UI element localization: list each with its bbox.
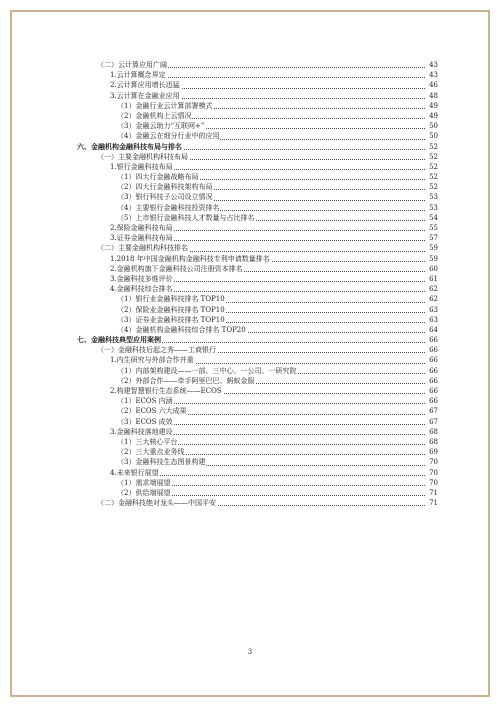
toc-entry-page: 66 bbox=[426, 345, 438, 355]
toc-entry-title: （2）ECOS 六大成果 bbox=[117, 407, 187, 416]
toc-entry-page: 50 bbox=[426, 121, 438, 131]
toc-entry-page: 57 bbox=[426, 233, 438, 243]
toc-entry-title: 2.构建智慧银行生态系统——ECOS bbox=[110, 387, 222, 395]
toc-entry-page: 68 bbox=[426, 437, 438, 447]
toc-entry-title: （1）四大行金融战略布局 bbox=[117, 173, 199, 182]
toc-entry-page: 70 bbox=[426, 468, 438, 478]
toc-entry-page: 59 bbox=[426, 254, 438, 264]
toc-entry-page: 66 bbox=[426, 386, 438, 396]
toc-entry-page: 46 bbox=[426, 80, 438, 90]
toc-entry-page: 52 bbox=[426, 162, 438, 172]
toc-entry-page: 71 bbox=[426, 498, 438, 508]
toc-entry-title: （4）金融云在细分行业中的应用 bbox=[117, 132, 220, 141]
toc-entry-page: 61 bbox=[426, 274, 438, 284]
toc-entry-page: 66 bbox=[426, 376, 438, 386]
toc-entry-title: （2）外部合作——牵手阿里巴巴、蚂蚁金服 bbox=[117, 376, 255, 385]
toc-entry-page: 66 bbox=[426, 396, 438, 406]
toc-entry-title: 2.云计算应用增长迅猛 bbox=[110, 81, 180, 90]
toc-entry-title: （2）三大重点业务线 bbox=[117, 448, 185, 457]
toc-entry-title: 2.保险金融科技布局 bbox=[110, 224, 173, 232]
toc-entry-page: 70 bbox=[426, 457, 438, 467]
toc-entry-page: 52 bbox=[426, 142, 438, 152]
toc-entry-title: （3）金融云助力“互联网+” bbox=[117, 122, 205, 131]
toc-entry-title: （2）四大行金融科技架构布局 bbox=[117, 183, 213, 192]
toc-entry-page: 62 bbox=[426, 284, 438, 294]
toc-entry-title: （3）银行科技子公司设立情况 bbox=[117, 193, 213, 202]
toc-entry-title: （1）内部架构建设——一部、三中心、一公司、一研究院 bbox=[117, 366, 297, 375]
toc-entry-page: 43 bbox=[426, 60, 438, 70]
toc-entry-page: 54 bbox=[426, 213, 438, 223]
toc-entry-title: （1）三大核心平台 bbox=[117, 437, 178, 446]
toc-entry-title: （2）供给端展望 bbox=[117, 488, 171, 497]
toc-entry-title: 1.云计算概念界定 bbox=[110, 71, 166, 80]
toc-entry-title: （3）证券业金融科技排名 TOP10 bbox=[117, 315, 225, 324]
toc-entry-title: 1.内生研究与外部合作并重 bbox=[110, 356, 194, 365]
toc-entry-title: 1.2018 年中国金融机构金融科技专利申请数量排名 bbox=[110, 254, 270, 263]
toc-entry-page: 49 bbox=[426, 111, 438, 121]
toc-entry-title: 4.金融科技综合排名 bbox=[110, 285, 173, 294]
toc-entry-page: 64 bbox=[426, 325, 438, 335]
toc-entry-title: 六、金融机构金融科技布局与排名 bbox=[77, 141, 182, 151]
toc-entry-page: 67 bbox=[426, 417, 438, 427]
toc-entry-page: 53 bbox=[426, 192, 438, 202]
toc-entry-page: 60 bbox=[426, 264, 438, 274]
toc-entry-page: 53 bbox=[426, 203, 438, 213]
toc-entry[interactable] bbox=[0, 498, 500, 508]
toc-entry-title: 2.金融机构旗下金融科技公司注册资本排名 bbox=[110, 264, 243, 273]
toc-entry-title: 3.金融科技落地建设 bbox=[110, 427, 173, 436]
toc-entry-title: 七、金融科技典型应用案例 bbox=[77, 335, 161, 345]
toc-entry-page: 49 bbox=[426, 101, 438, 111]
toc-entry-page: 63 bbox=[426, 305, 438, 315]
toc-entry-title: （二）金融科技绝对龙头——中国平安 bbox=[97, 499, 216, 508]
toc-entry-page: 69 bbox=[426, 447, 438, 457]
toc-entry-title: （二）云计算应用广阔 bbox=[97, 61, 167, 69]
table-of-contents bbox=[0, 60, 500, 508]
toc-entry-page: 71 bbox=[426, 488, 438, 498]
toc-entry-page: 66 bbox=[426, 366, 438, 376]
toc-entry-page: 52 bbox=[426, 172, 438, 182]
toc-entry-page: 62 bbox=[426, 294, 438, 304]
toc-entry-title: （1）ECOS 内涵 bbox=[117, 397, 173, 406]
toc-entry-page: 63 bbox=[426, 315, 438, 325]
toc-entry-title: （2）金融机构上云情况 bbox=[117, 111, 192, 120]
toc-entry-title: （一）金融科技后起之秀——工商银行 bbox=[97, 346, 216, 355]
toc-entry-page: 70 bbox=[426, 478, 438, 488]
toc-entry-title: （5）上市银行金融科技人才数量与占比排名 bbox=[117, 213, 255, 222]
toc-entry-title: （4）金融机构金融科技综合排名 TOP20 bbox=[117, 325, 246, 334]
toc-entry-title: （1）金融行业云计算部署模式 bbox=[117, 101, 213, 110]
toc-entry-title: （2）保险业金融科技排名 TOP10 bbox=[117, 305, 225, 314]
toc-entry-page: 59 bbox=[426, 243, 438, 253]
toc-entry-page: 52 bbox=[426, 152, 438, 162]
toc-entry-page: 55 bbox=[426, 223, 438, 233]
page-number: 3 bbox=[247, 648, 253, 656]
toc-entry-page: 66 bbox=[426, 335, 438, 345]
toc-entry-title: （1）需求端展望 bbox=[117, 478, 171, 487]
toc-entry-title: （一）主要金融机构科技布局 bbox=[97, 152, 188, 161]
toc-entry-title: 1.银行金融科技布局 bbox=[110, 162, 173, 171]
toc-entry-page: 48 bbox=[426, 91, 438, 101]
toc-entry-page: 52 bbox=[426, 182, 438, 192]
toc-entry-page: 66 bbox=[426, 355, 438, 365]
toc-entry-title: 3.云计算在金融业应用 bbox=[110, 91, 180, 100]
toc-entry-page: 68 bbox=[426, 427, 438, 437]
toc-entry-title: （二）主要金融机构科技排名 bbox=[97, 244, 188, 253]
toc-entry-page: 50 bbox=[426, 131, 438, 141]
toc-entry-title: （3）ECOS 成效 bbox=[117, 417, 173, 426]
toc-entry-title: 3.证券金融科技布局 bbox=[110, 234, 173, 243]
toc-entry-title: （4）主要银行金融科技投资排名 bbox=[117, 203, 220, 212]
toc-entry-page: 43 bbox=[426, 70, 438, 80]
toc-entry-page: 67 bbox=[426, 406, 438, 416]
toc-entry-title: （3）金融科技生态图景构建 bbox=[117, 458, 206, 467]
toc-entry-title: 3.金融科技多维评价 bbox=[110, 274, 173, 283]
toc-entry-title: （1）银行业金融科技排名 TOP10 bbox=[117, 295, 225, 304]
toc-entry-title: 4.未来银行展望 bbox=[110, 468, 159, 477]
